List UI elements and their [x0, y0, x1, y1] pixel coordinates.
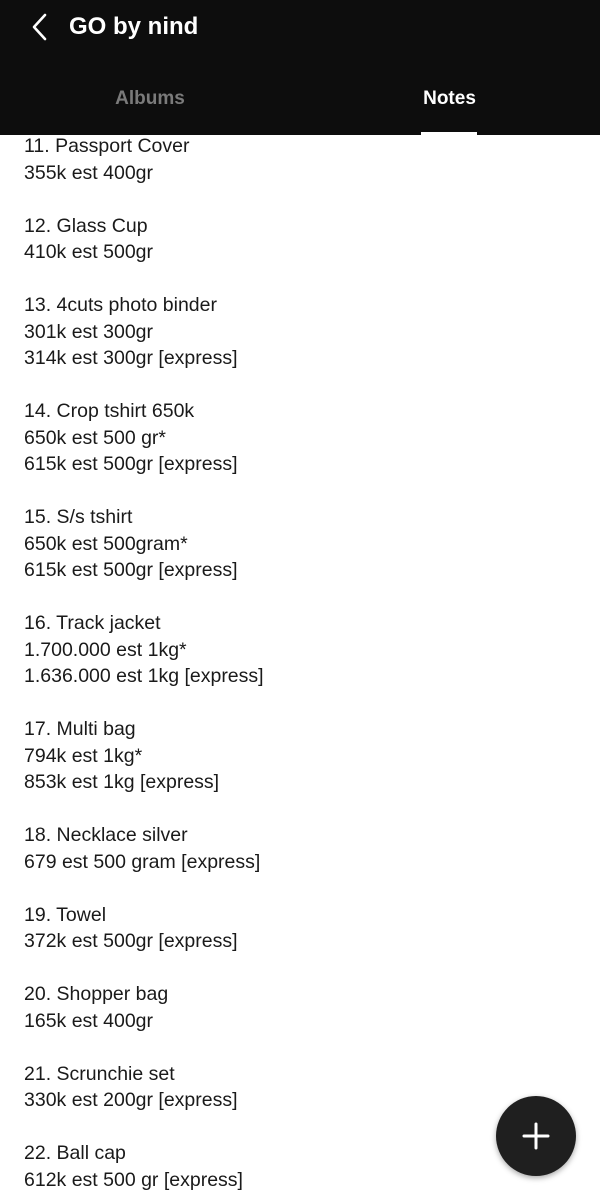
note-title: 14. Crop tshirt 650k	[24, 400, 195, 422]
note-detail-line: 615k est 500gr [express]	[24, 559, 238, 581]
note-item[interactable]	[24, 610, 584, 690]
note-detail-line: 650k est 500gram*	[24, 532, 188, 555]
chevron-left-icon	[30, 12, 50, 42]
note-detail-line: 410k est 500gr	[24, 241, 154, 263]
page-title: GO by nind	[69, 13, 199, 40]
notes-list	[24, 135, 584, 1200]
note-title: 19. Towel	[24, 903, 107, 926]
top-bar	[0, 0, 600, 54]
note-item[interactable]	[24, 822, 584, 875]
back-button[interactable]	[22, 8, 58, 46]
note-item[interactable]	[24, 135, 584, 186]
note-detail-line: 1.700.000 est 1kg*	[24, 638, 187, 661]
note-detail-line: 679 est 500 gram [express]	[24, 850, 261, 873]
note-detail-line: 615k est 500gr [express]	[24, 453, 238, 475]
note-title: 20. Shopper bag	[24, 983, 169, 1005]
note-detail-line: 853k est 1kg [express]	[24, 771, 220, 793]
plus-icon	[521, 1121, 551, 1151]
note-item[interactable]	[24, 292, 584, 372]
note-title: 17. Multi bag	[24, 718, 136, 740]
note-title: 15. S/s tshirt	[24, 506, 133, 528]
note-title: 11. Passport Cover	[24, 135, 190, 157]
note-detail-line: 794k est 1kg*	[24, 744, 143, 767]
note-detail-line: 650k est 500 gr*	[24, 426, 167, 449]
note-item[interactable]	[24, 1061, 584, 1114]
note-item[interactable]	[24, 716, 584, 796]
note-detail-line: 355k est 400gr	[24, 161, 154, 184]
note-title: 16. Track jacket	[24, 612, 161, 634]
note-detail-line: 330k est 200gr [express]	[24, 1089, 238, 1111]
tab-bar	[0, 76, 600, 135]
tab-albums[interactable]	[100, 76, 200, 135]
note-title: 13. 4cuts photo binder	[24, 294, 217, 316]
note-title: 21. Scrunchie set	[24, 1062, 175, 1085]
note-detail-line: 612k est 500 gr [express]	[24, 1168, 243, 1191]
note-item[interactable]	[24, 902, 584, 955]
add-note-button[interactable]	[496, 1096, 576, 1176]
note-item[interactable]	[24, 981, 584, 1034]
tab-albums-label: Albums	[115, 88, 185, 109]
note-detail-line: 1.636.000 est 1kg [express]	[24, 665, 264, 687]
note-title: 22. Ball cap	[24, 1142, 126, 1164]
active-tab-indicator	[421, 132, 477, 135]
app-header	[0, 0, 600, 135]
note-item[interactable]	[24, 398, 584, 478]
note-detail-line: 314k est 300gr [express]	[24, 347, 238, 369]
note-item[interactable]	[24, 504, 584, 584]
tab-notes-label: Notes	[423, 88, 476, 109]
note-detail-line: 301k est 300gr	[24, 320, 154, 343]
tab-notes[interactable]	[399, 76, 500, 135]
notes-content[interactable]	[0, 135, 600, 1200]
note-detail-line: 165k est 400gr	[24, 1009, 154, 1032]
note-detail-line: 372k est 500gr [express]	[24, 930, 238, 952]
note-item[interactable]	[24, 213, 584, 266]
note-title: 18. Necklace silver	[24, 824, 188, 846]
note-title: 12. Glass Cup	[24, 214, 148, 237]
